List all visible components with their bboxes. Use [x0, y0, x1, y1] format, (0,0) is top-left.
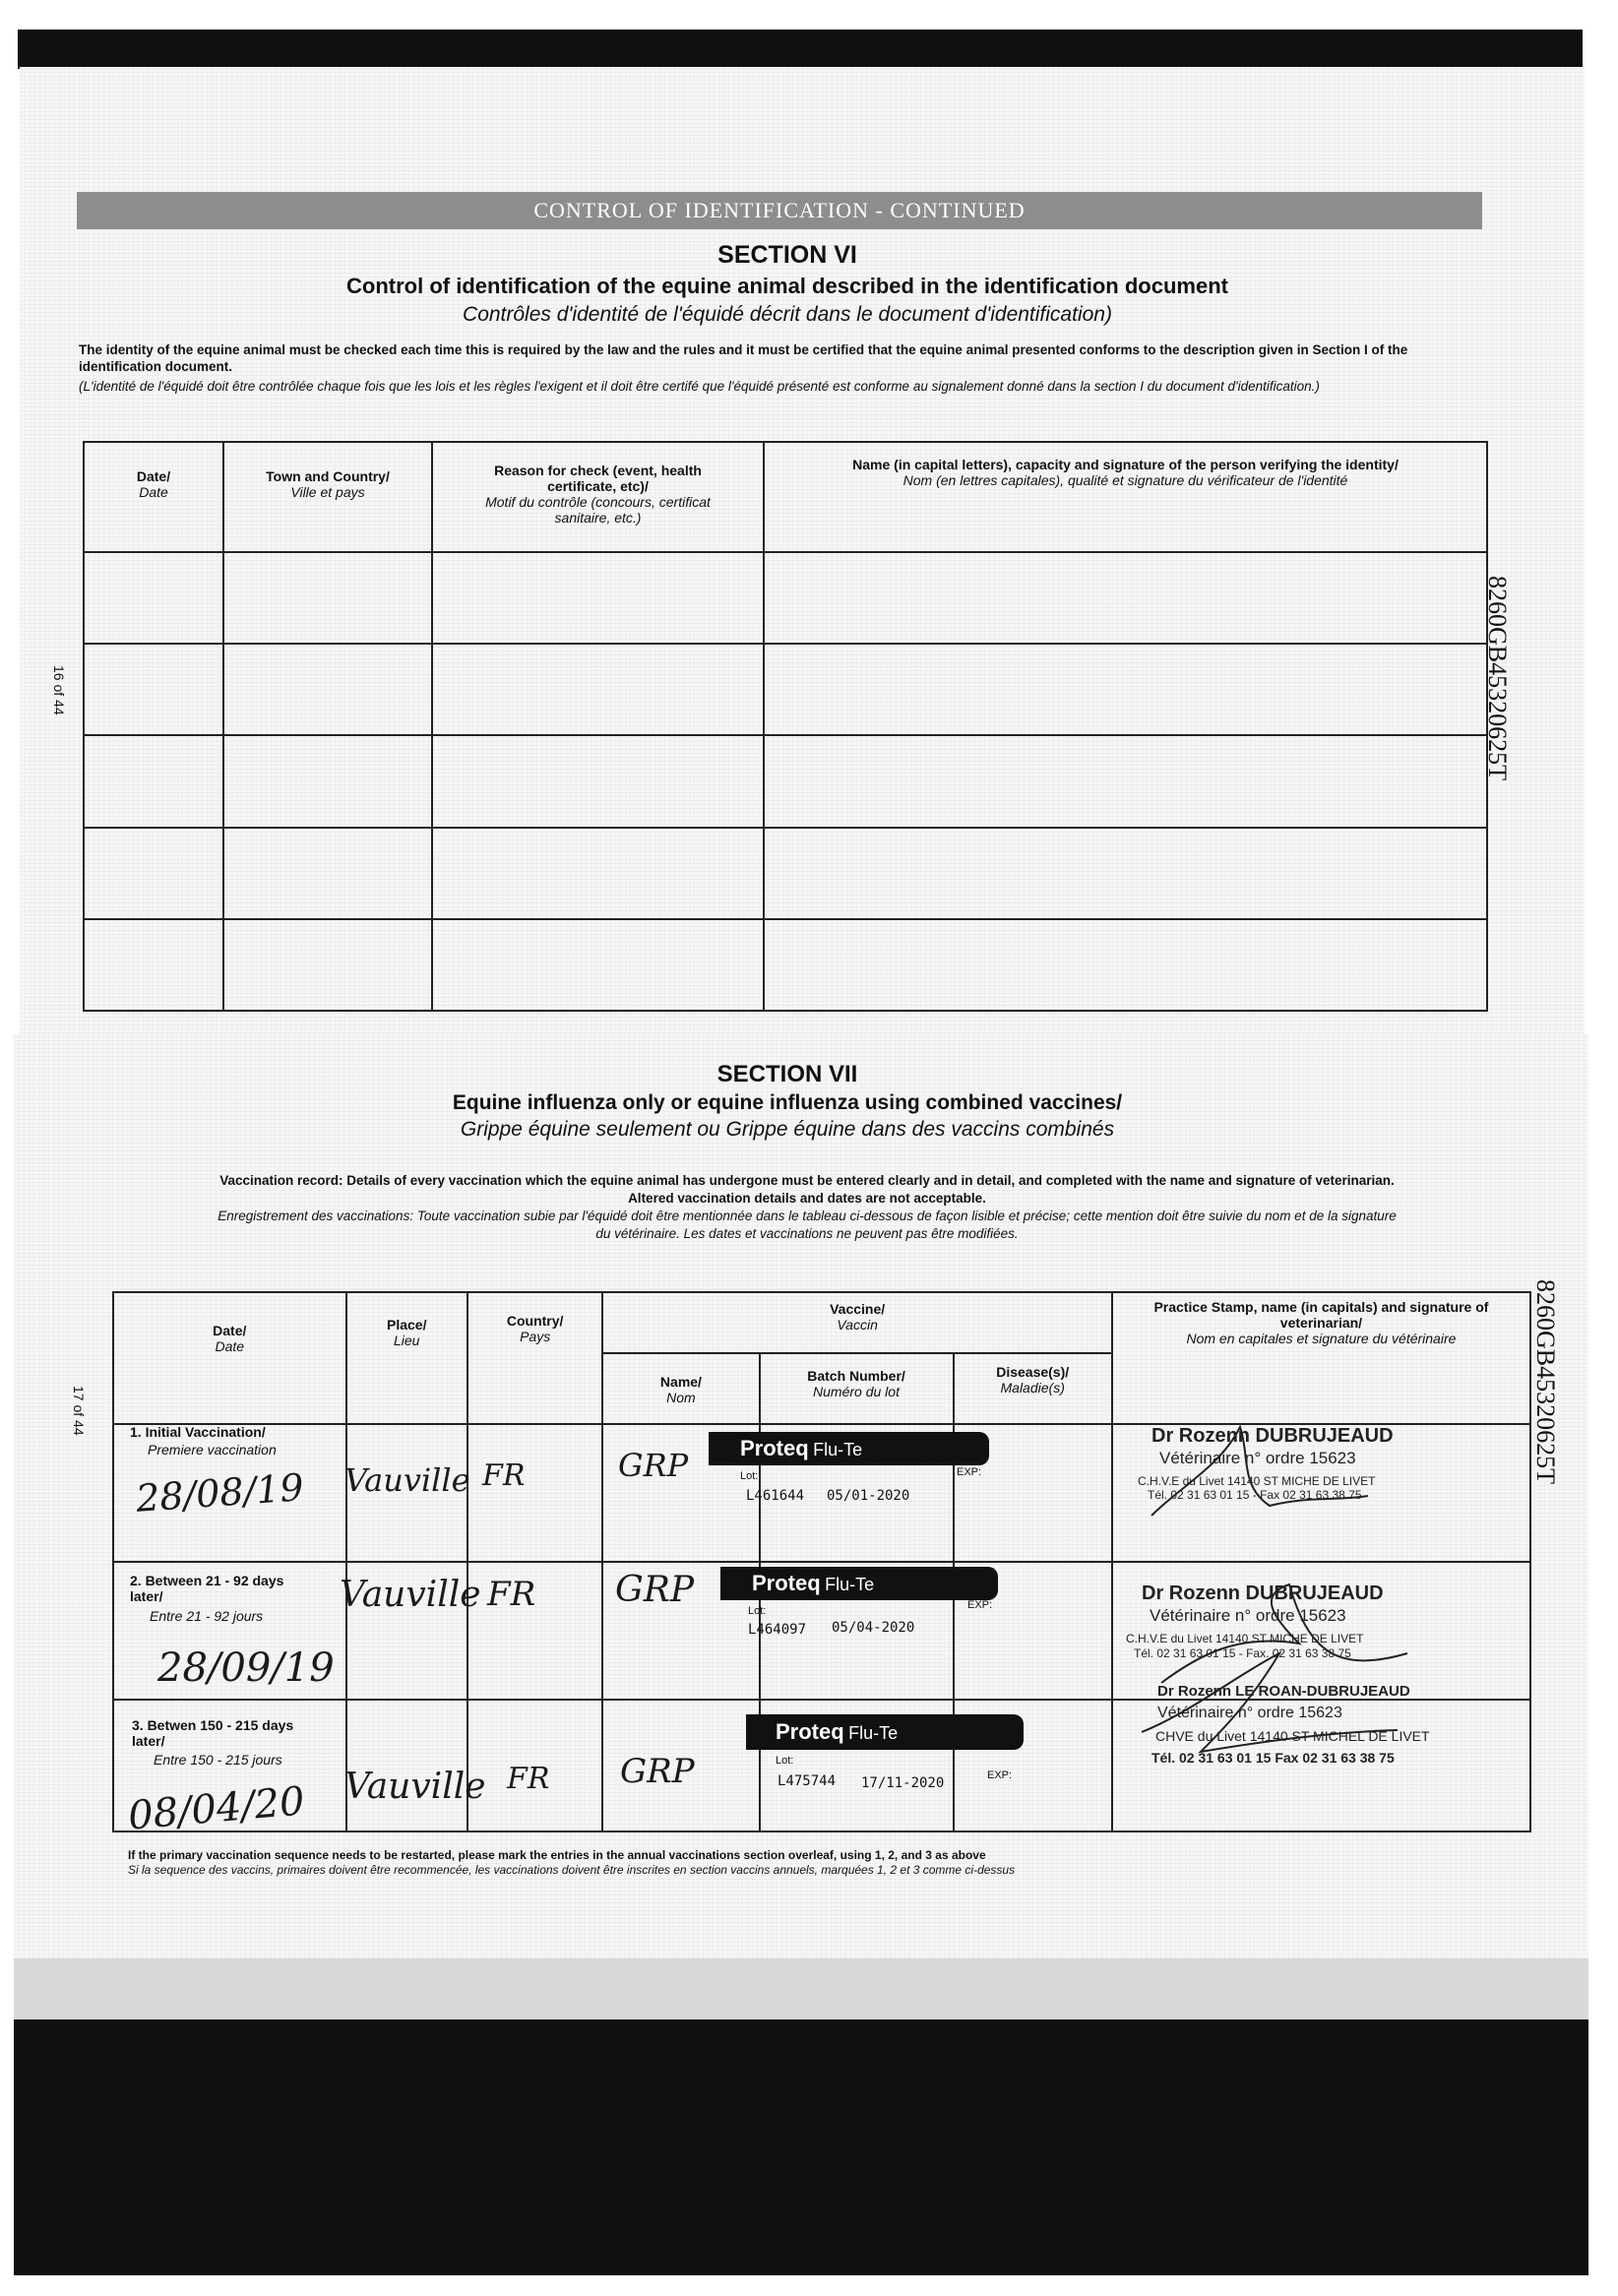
lot-number: L464097 — [748, 1622, 807, 1638]
vet-name: Dr Rozenn DUBRUJEAUD — [1151, 1425, 1394, 1447]
scan-top-edge — [18, 30, 1583, 69]
vaccine-brand-2: Flu-Te — [825, 1575, 875, 1594]
col-vaccine-name-header — [602, 1353, 759, 1424]
col-disease-header — [954, 1353, 1112, 1424]
col-batch-header — [760, 1353, 954, 1424]
col-name-header — [764, 442, 1487, 552]
handwritten-date: 28/09/19 — [157, 1645, 335, 1691]
handwritten-place: Vauville — [344, 1767, 486, 1807]
handwritten-vaccine-name: GRP — [615, 1570, 695, 1610]
section-vii-intro-fr-1: Enregistrement des vaccinations: Toute vaccination subie par l'équidé doit être mentionnée dans le tableau ci-dessous de façon lisible et précise; cette mention doit être suivie du nom et de la signature — [218, 1209, 1397, 1223]
section-vi-intro-en: The identity of the equine animal must be checked each time this is required by the law and the rules and it must be certified that the equine animal presented conforms to the description given in Section I of the identification document. — [79, 342, 1408, 374]
handwritten-place: Vauville — [344, 1461, 470, 1499]
vet-order: Vétérinaire n° ordre 15623 — [1159, 1449, 1356, 1467]
table-row — [84, 735, 1487, 827]
page-number-bottom: 17 of 44 — [71, 1386, 87, 1436]
expiry-date: 05/04-2020 — [832, 1620, 915, 1636]
exp-prefix: EXP: — [957, 1466, 982, 1478]
vaccine-label-sticker — [709, 1432, 989, 1465]
section-vi-title: SECTION VI — [717, 241, 857, 269]
vet-phone: Tél. 02 31 63 01 15 - Fax. 02 31 63 38 75 — [1134, 1646, 1351, 1660]
section-vii-title: SECTION VII — [716, 1061, 858, 1087]
col-town-fr: Ville et pays — [290, 484, 365, 500]
table-row — [84, 552, 1487, 644]
signature-stroke — [1161, 1584, 1407, 1683]
col-name-en: Name (in capital letters), capacity and signature of the person verifying the identity/ — [852, 457, 1399, 472]
doc-number-bottom: 8260GB45320625T — [1531, 1279, 1560, 1484]
col-reason-header — [432, 442, 764, 552]
vaccine-brand: Proteq — [776, 1719, 844, 1744]
vaccine-brand-2: Flu-Te — [848, 1723, 899, 1743]
lot-number: L461644 — [746, 1488, 805, 1504]
vaccine-brand: Proteq — [740, 1436, 809, 1460]
section-vii-subtitle-fr: Grippe équine seulement ou Grippe équine dans des vaccins combinés — [460, 1118, 1115, 1141]
handwritten-country: FR — [482, 1458, 526, 1493]
lot-number: L475744 — [778, 1773, 837, 1789]
vet-name: Dr Rozenn LE ROAN-DUBRUJEAUD — [1157, 1683, 1410, 1700]
row-label-en: 3. Betwen 150 - 215 days later/ — [132, 1717, 294, 1749]
col-town-header — [223, 442, 432, 552]
col-country-fr: Pays — [520, 1329, 551, 1344]
vaccine-brand-2: Flu-Te — [813, 1440, 863, 1459]
section-vii-intro-en-1: Vaccination record: Details of every vaccination which the equine animal has undergone must be entered clearly and in detail, and completed with the name and signature of veterinarian. — [219, 1173, 1395, 1188]
table-row — [84, 919, 1487, 1011]
col-vaccine-header — [602, 1292, 1112, 1353]
section-vii-subtitle-en: Equine influenza only or equine influenza using combined vaccines/ — [452, 1091, 1123, 1114]
section-vi-subtitle-fr: Contrôles d'identité de l'équidé décrit dans le document d'identification) — [463, 303, 1112, 326]
expiry-date: 17/11-2020 — [861, 1775, 945, 1791]
col-vaccine-en: Vaccine/ — [830, 1301, 886, 1317]
col-stamp-header — [1112, 1292, 1530, 1424]
vet-signatures — [1102, 1417, 1417, 1791]
table-row — [84, 644, 1487, 735]
row-label-en: 2. Between 21 - 92 days later/ — [130, 1573, 284, 1604]
scan-bottom-black — [14, 2019, 1588, 2275]
col-date-en: Date/ — [213, 1323, 247, 1338]
row-label-en: 1. Initial Vaccination/ — [130, 1424, 266, 1440]
header-band: CONTROL OF IDENTIFICATION - CONTINUED — [77, 192, 1482, 229]
vet-order: Vétérinaire n° ordre 15623 — [1157, 1705, 1342, 1721]
col-batch-fr: Numéro du lot — [813, 1384, 900, 1399]
footer-note-fr: Si la sequence des vaccins, primaires doivent être recommencée, les vaccinations doivent être inscrites en section vaccins annuels, marquées 1, 2 et 3 comme ci-dessus — [128, 1863, 1016, 1877]
handwritten-vaccine-name: GRP — [620, 1752, 695, 1791]
row-label-fr: Entre 150 - 215 jours — [154, 1752, 282, 1768]
col-stamp-fr: Nom en capitales et signature du vétérinaire — [1186, 1331, 1457, 1346]
col-date-header — [84, 442, 223, 552]
signature-stroke — [1142, 1653, 1398, 1752]
row-label-fr: Entre 21 - 92 jours — [150, 1608, 264, 1624]
handwritten-place: Vauville — [340, 1575, 481, 1615]
col-place-fr: Lieu — [394, 1333, 420, 1348]
signature-stroke — [1151, 1427, 1368, 1516]
col-name-en: Name/ — [659, 1374, 702, 1390]
identity-check-table — [83, 441, 1488, 1012]
vet-order: Vétérinaire n° ordre 15623 — [1150, 1606, 1346, 1625]
col-date-en: Date/ — [136, 468, 171, 484]
section-vii-intro-fr-2: du vétérinaire. Les dates et vaccinations ne peuvent pas être modifiées. — [595, 1226, 1019, 1241]
doc-number-top: 8260GB45320625T — [1483, 576, 1512, 780]
vet-address: CHVE du Livet 14140 ST MICHEL DE LIVET — [1155, 1728, 1430, 1744]
vet-address: C.H.V.E du Livet 14140 ST MICHE DE LIVET — [1126, 1632, 1364, 1645]
col-date-fr: Date — [215, 1338, 245, 1354]
footer-note-en: If the primary vaccination sequence needs to be restarted, please mark the entries in the annual vaccinations section overleaf, using 1, 2, and 3 as above — [128, 1848, 986, 1862]
col-place-en: Place/ — [386, 1317, 427, 1333]
handwritten-country: FR — [507, 1762, 550, 1796]
table-row — [84, 828, 1487, 919]
col-stamp-en: Practice Stamp, name (in capitals) and signature of veterinarian/ — [1153, 1299, 1489, 1331]
expiry-date: 05/01-2020 — [827, 1488, 910, 1504]
vet-phone: Tél. 02 31 63 01 15 - Fax 02 31 63 38 75 — [1148, 1488, 1362, 1502]
col-reason-en: Reason for check (event, health certificate, etc)/ — [494, 463, 702, 494]
col-vaccine-fr: Vaccin — [837, 1317, 878, 1333]
lot-prefix: Lot: — [748, 1605, 767, 1617]
lot-prefix: Lot: — [740, 1470, 759, 1482]
handwritten-date: 08/04/20 — [126, 1778, 307, 1839]
col-place-header — [346, 1292, 467, 1424]
col-country-header — [467, 1292, 602, 1424]
handwritten-country: FR — [487, 1575, 536, 1614]
vet-phone: Tél. 02 31 63 01 15 Fax 02 31 63 38 75 — [1151, 1750, 1395, 1766]
vaccine-label-sticker — [720, 1567, 998, 1600]
col-reason-fr: Motif du contrôle (concours, certificat sanitaire, etc.) — [485, 494, 711, 526]
vaccine-brand: Proteq — [752, 1571, 821, 1595]
col-country-en: Country/ — [506, 1313, 564, 1329]
lot-prefix: Lot: — [776, 1755, 794, 1767]
exp-prefix: EXP: — [987, 1769, 1013, 1781]
col-town-en: Town and Country/ — [266, 468, 390, 484]
vet-name: Dr Rozenn DUBRUJEAUD — [1142, 1582, 1384, 1604]
section-vii-intro-en-2: Altered vaccination details and dates are not acceptable. — [628, 1191, 986, 1206]
col-name-fr: Nom — [666, 1390, 696, 1405]
scan-gap — [14, 1958, 1588, 2019]
col-disease-fr: Maladie(s) — [1000, 1380, 1065, 1396]
vet-address: C.H.V.E du Livet 14140 ST MICHE DE LIVET — [1138, 1474, 1376, 1488]
col-batch-en: Batch Number/ — [807, 1368, 905, 1384]
page-number-top: 16 of 44 — [51, 665, 67, 715]
section-vi-intro-fr: (L'identité de l'équidé doit être contrôlée chaque fois que les lois et les règles l'exigent et il doit être certifé que l'équidé présenté est conforme au signalement donné dans la section I du document d'identification.) — [79, 379, 1320, 394]
section-vi-subtitle-en: Control of identification of the equine animal described in the identification document — [346, 274, 1228, 298]
col-disease-en: Disease(s)/ — [996, 1364, 1070, 1380]
col-date-fr: Date — [139, 484, 168, 500]
handwritten-date: 28/08/19 — [134, 1465, 305, 1520]
handwritten-vaccine-name: GRP — [618, 1447, 689, 1484]
col-name-fr: Nom (en lettres capitales), qualité et signature du vérificateur de l'identité — [902, 472, 1348, 488]
vaccine-label-sticker — [746, 1714, 1024, 1750]
col-date-header — [113, 1292, 346, 1424]
exp-prefix: EXP: — [967, 1599, 993, 1611]
row-label-fr: Premiere vaccination — [148, 1442, 277, 1458]
